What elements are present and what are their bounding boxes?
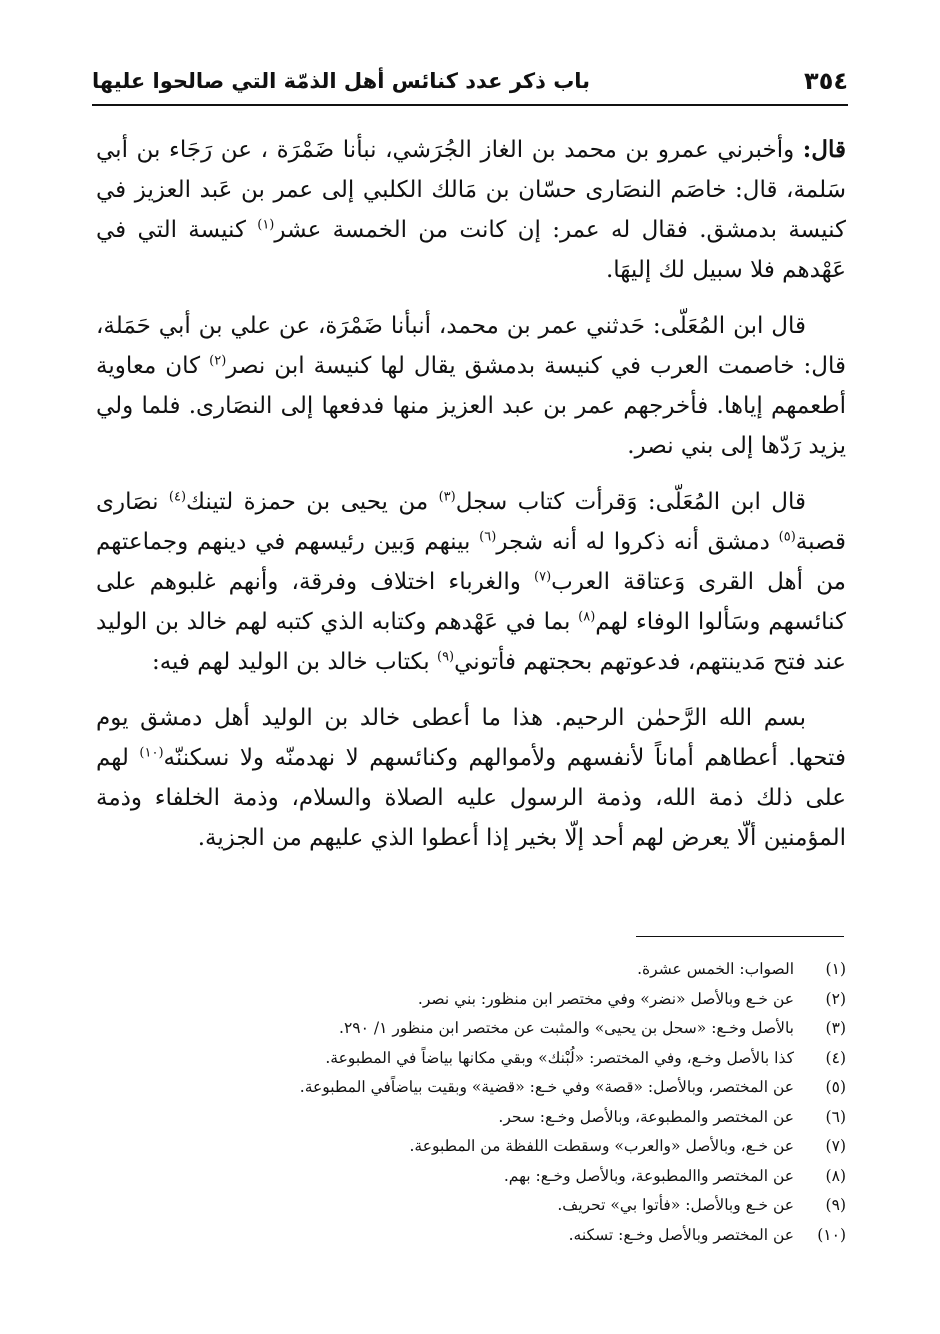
footnote [96,1221,846,1251]
footnote-text: عن خـع وبالأصل: «فأتوا بي» تحريف. [557,1196,794,1214]
main-text [96,130,846,874]
header-rule [92,104,848,106]
text-segment: بما في عَهْدهم وكتابه الذي كتبه لهم خالد بن الوليد عند فتح مَدينتهم، فدعوتهم بحجتهم فأتوني [96,609,846,675]
page-header [92,60,848,102]
footnote-number: (٥) [825,1078,846,1096]
footnote-text: عن خـع وبالأصل «نضر» وفي مختصر ابن منظور: بني نصر. [417,989,794,1008]
footnote-reference[interactable]: (٧) [534,569,552,585]
footnote-text: كذا بالأصل وخـع، وفي المختصر: «لُبْنك» وبقي مكانها بياضاً في المطبوعة. [325,1048,794,1067]
paragraph-lead: قال: [802,136,846,163]
footnote [96,1014,846,1044]
footnote-text: الصواب: الخمس عشرة. [637,960,794,978]
footnote-number: (٢) [825,989,846,1008]
footnote-separator [636,936,844,937]
paragraph [96,130,846,290]
footnote [96,1191,846,1221]
footnotes [96,955,846,1250]
footnote [96,1162,846,1192]
footnote-reference[interactable]: (٥) [778,529,796,545]
text-segment: نصَارى قصبة [96,489,846,555]
footnote-reference[interactable]: (٨) [578,609,596,625]
footnote-text: عن المختصر، وبالأصل: «قصة» وفي خـع: «قضية» وبقيت بياضاًفي المطبوعة. [299,1078,794,1096]
footnote [96,985,846,1015]
footnote-number: (٣) [825,1019,846,1037]
paragraph [96,698,846,858]
footnote [96,1103,846,1133]
text-segment: بينهم وَبين رئيسهم في دينهم وجماعتهم من أهل القرى وَعتاقة العرب [96,529,846,595]
text-segment: لهم على ذلك ذمة الله، وذمة الرسول عليه الصلاة والسلام، وذمة الخلفاء وذمة المؤمنين ألّا يعرض لهم أحد إلّا بخير إذا أعطوا الذي عليهم من الجزية. [96,745,846,851]
text-segment: وأخبرني عمرو بن محمد بن الغاز الجُرَشي، نبأنا ضَمْرَة ، عن رَجَاء بن أبي سَلمة، قال: خاصَم النصَارى حسّان بن مَالك الكلبي إلى عمر بن عَبد العزيز في كنيسة بدمشق. فقال له عمر: إن كانت من الخمسة عشر [96,137,846,243]
footnote-reference[interactable]: (٦) [479,529,497,545]
paragraph [96,306,846,466]
footnote-text: عن المختصر وبالأصل وخـع: تسكنه. [568,1225,794,1244]
footnote-number: (٩) [825,1196,846,1214]
footnote-reference[interactable]: (١) [257,217,275,233]
footnote-reference[interactable]: (١٠) [139,745,164,761]
footnote-text: عن المختصر واالمطبوعة، وبالأصل وخـع: بهم. [503,1166,794,1185]
footnote-number: (١٠) [817,1225,846,1244]
footnote-text: عن خـع، وبالأصل «والعرب» وسقطت اللفظة من المطبوعة. [409,1137,794,1155]
text-segment: كان معاوية أطعمهم إياها. فأخرجهم عمر بن عبد العزيز منها فدفعها إلى النصَارى. فلما ولي يزيد رَدّها إلى بني نصر. [96,353,846,459]
footnote [96,1132,846,1162]
text-segment: بسم الله الرَّحمٰن الرحيم. هذا ما أعطى خالد بن الوليد أهل دمشق يوم فتحها. أعطاهم أماناً لأنفسهم ولأموالهم وكنائسهم لا نهدمنّه ولا نسكننّه [96,705,846,771]
paragraph [96,482,846,682]
footnote [96,955,846,985]
footnote-reference[interactable]: (٤) [168,489,187,505]
footnote-number: (٨) [825,1166,846,1185]
page-number: ٣٥٤ [804,67,848,95]
footnote-reference[interactable]: (٩) [436,649,455,665]
footnote-reference[interactable]: (٢) [209,353,227,369]
text-segment: كنيسة التي في عَهْدهم فلا سبيل لك إليهَا. [96,217,846,283]
footnote-number: (٦) [825,1107,846,1126]
text-segment: دمشق أنه ذكروا له أنه شجر [496,529,779,555]
footnote-number: (١) [825,960,846,978]
footnote-text: بالأصل وخـع: «سحل بن يحيى» والمثبت عن مختصر ابن منظور ١/ ٢٩٠. [339,1019,794,1037]
text-segment: بكتاب خالد بن الوليد لهم فيه: [151,649,437,675]
footnote-number: (٤) [825,1048,846,1067]
text-segment: والغرباء اختلاف وفرقة، وأنهم غلبوهم على كنائسهم وسَألوا الوفاء لهم [96,569,846,635]
footnote-text: عن المختصر والمطبوعة، وبالأصل وخـع: سحر. [498,1107,794,1126]
text-segment: من يحيى بن حمزة لتينك [186,489,439,515]
footnote [96,1044,846,1074]
footnote [96,1073,846,1103]
text-segment: قال ابن المُعَلّى: وَقرأت كتاب سجل [455,489,806,515]
footnote-reference[interactable]: (٣) [438,489,456,505]
footnote-number: (٧) [825,1137,846,1155]
running-title: باب ذكر عدد كنائس أهل الذمّة التي صالحوا عليها [92,69,591,93]
text-segment: قال ابن المُعَلّى: حَدثني عمر بن محمد، أنبأنا ضَمْرَة، عن علي بن أبي حَمَلة، قال: خاصمت العرب في كنيسة بدمشق يقال لها كنيسة ابن نصر [96,313,846,379]
